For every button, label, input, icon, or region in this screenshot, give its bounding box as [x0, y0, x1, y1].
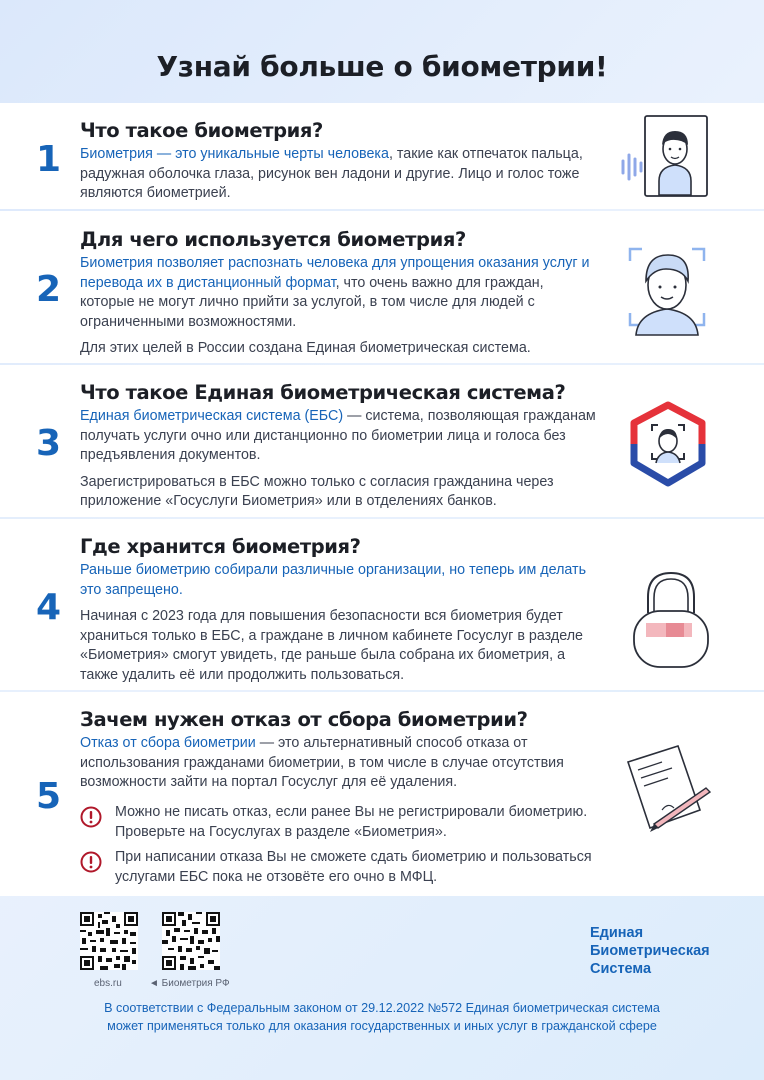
exclamation-icon	[80, 806, 102, 828]
ebs-logo-icon	[628, 401, 708, 487]
document-pen-icon	[622, 738, 718, 842]
section-number: 3	[36, 423, 62, 464]
exclamation-icon	[80, 851, 102, 873]
section-card-5	[0, 692, 764, 896]
section-card-4	[0, 519, 764, 690]
section-heading: Зачем нужен отказ от сбора биометрии?	[80, 708, 528, 731]
section-card-2	[0, 211, 764, 363]
section-heading: Что такое биометрия?	[80, 119, 323, 142]
section-heading: Для чего используется биометрия?	[80, 228, 466, 251]
section-text: Биометрия — это уникальные черты человека, такие как отпечаток пальца, радужная оболочка глаза, рисунок вен ладони и другие. Лицо и голос тоже являются биометрией.	[80, 146, 583, 201]
face-scan-icon	[622, 241, 712, 337]
warning-text: Можно не писать отказ, если ранее Вы не регистрировали биометрию. Проверьте на Госуслугах в разделе «Биометрия».	[115, 804, 588, 840]
section-extra-text: Зарегистрироваться в ЕБС можно только с согласия гражданина через приложение «Госуслуги Биометрия» или в отделениях банков.	[80, 473, 554, 509]
section-number: 2	[36, 269, 62, 310]
section-text: Раньше биометрию собирали различные организации, но теперь им делать это запрещено.	[80, 562, 587, 598]
section-text: Биометрия позволяет распознать человека для упрощения оказания услуг и перевода их в дистанционный формат, что очень важно для граждан, которые не могут лично прийти за услугой, в том числе для людей с ограниченными возможностями.	[80, 255, 590, 330]
qr-label-biometria-rf: ◄ Биометрия РФ	[149, 978, 230, 989]
section-number: 5	[36, 776, 62, 817]
warning-text: При написании отказа Вы не сможете сдать биометрию и пользоваться услугами ЕБС пока не отзовёте его очно в МФЦ.	[115, 849, 592, 885]
section-text: Единая биометрическая система (ЕБС) — система, позволяющая гражданам получать услуги очно или дистанционно по биометрии лица и голоса без предъявления документов.	[80, 408, 596, 463]
footer-legal-note: В соответствии с Федеральным законом от 29.12.2022 №572 Единая биометрическая система может применяться только для оказания государственных и иных услуг в гражданской сфере	[104, 1001, 660, 1033]
qr-code-ebs[interactable]	[80, 912, 138, 970]
page-title: Узнай больше о биометрии!	[156, 50, 608, 83]
section-card-3	[0, 365, 764, 517]
section-number: 1	[36, 139, 62, 180]
ebs-brand-wordmark: Единая Биометрическая Система	[590, 925, 710, 977]
section-heading: Что такое Единая биометрическая система?	[80, 381, 566, 404]
section-heading: Где хранится биометрия?	[80, 535, 361, 558]
section-text: Отказ от сбора биометрии — это альтернативный способ отказа от использования гражданами биометрии, в том числе в случае отсутствия возможности зайти на портал Госуслуг для её удаления.	[80, 735, 564, 790]
section-card-1	[0, 103, 764, 209]
section-number: 4	[36, 587, 62, 628]
section-extra-text: Начиная с 2023 года для повышения безопасности вся биометрия будет храниться только в ЕБС, а граждане в личном кабинете Госуслуг в разделе «Биометрия» смогут увидеть, где раньше была собрана их биометрия, а также удалить её или продолжить пользоваться.	[80, 608, 583, 683]
qr-code-biometria-rf[interactable]	[162, 912, 220, 970]
face-portrait-voice-icon	[615, 111, 715, 203]
section-extra-text: Для этих целей в России создана Единая биометрическая система.	[80, 340, 531, 356]
padlock-icon	[628, 567, 714, 671]
qr-label-ebs: ebs.ru	[94, 978, 122, 989]
